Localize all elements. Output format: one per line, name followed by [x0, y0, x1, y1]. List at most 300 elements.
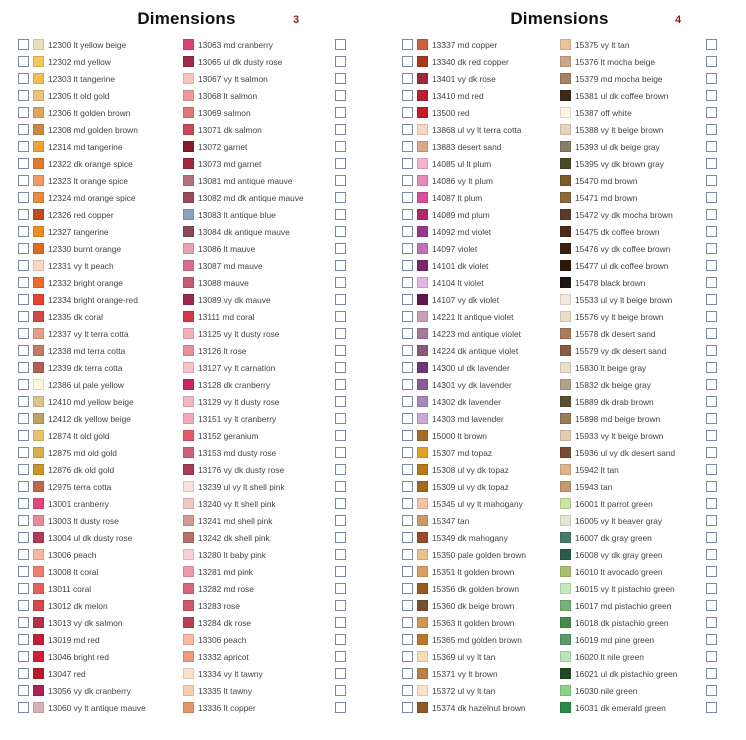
- color-checkbox[interactable]: [706, 430, 717, 441]
- color-swatch: [560, 175, 571, 186]
- color-swatch: [183, 56, 194, 67]
- color-checkbox[interactable]: [335, 56, 346, 67]
- color-list-item: [18, 597, 146, 614]
- color-list-item: [560, 546, 740, 563]
- color-checkbox[interactable]: [335, 311, 346, 322]
- color-label: 13089 vy dk mauve: [198, 294, 271, 305]
- color-checkbox[interactable]: [706, 277, 717, 288]
- color-list-item: [183, 172, 349, 189]
- color-checkbox[interactable]: [402, 583, 413, 594]
- color-checkbox[interactable]: [335, 685, 346, 696]
- color-swatch: [183, 566, 194, 577]
- color-checkbox[interactable]: [335, 124, 346, 135]
- color-checkbox[interactable]: [402, 549, 413, 560]
- color-swatch: [183, 634, 194, 645]
- color-checkbox[interactable]: [335, 481, 346, 492]
- color-checkbox[interactable]: [402, 634, 413, 645]
- color-label: 14104 lt violet: [432, 277, 484, 288]
- color-checkbox[interactable]: [402, 362, 413, 373]
- color-checkbox[interactable]: [706, 396, 717, 407]
- color-checkbox[interactable]: [335, 226, 346, 237]
- color-checkbox[interactable]: [18, 362, 29, 373]
- color-label: 13067 vy lt salmon: [198, 73, 268, 84]
- color-checkbox[interactable]: [706, 651, 717, 662]
- color-checkbox[interactable]: [18, 481, 29, 492]
- color-checkbox[interactable]: [706, 532, 717, 543]
- color-list-item: [560, 291, 740, 308]
- color-checkbox[interactable]: [706, 600, 717, 611]
- color-checkbox[interactable]: [402, 260, 413, 271]
- color-label: 14101 dk violet: [432, 260, 489, 271]
- color-checkbox[interactable]: [706, 583, 717, 594]
- color-checkbox[interactable]: [706, 226, 717, 237]
- color-swatch: [33, 294, 44, 305]
- color-checkbox[interactable]: [18, 107, 29, 118]
- color-checkbox[interactable]: [335, 464, 346, 475]
- color-checkbox[interactable]: [18, 328, 29, 339]
- color-checkbox[interactable]: [335, 600, 346, 611]
- color-checkbox[interactable]: [335, 107, 346, 118]
- color-checkbox[interactable]: [402, 39, 413, 50]
- color-checkbox[interactable]: [706, 328, 717, 339]
- color-list-item: [402, 257, 526, 274]
- color-list-item: [183, 478, 349, 495]
- color-list-item: [183, 308, 349, 325]
- color-checkbox[interactable]: [706, 192, 717, 203]
- color-checkbox[interactable]: [706, 566, 717, 577]
- color-checkbox[interactable]: [335, 396, 346, 407]
- color-label: 12305 lt old gold: [48, 90, 110, 101]
- color-list-item: [560, 495, 740, 512]
- color-list-item: [18, 53, 146, 70]
- color-swatch: [417, 668, 428, 679]
- color-swatch: [560, 566, 571, 577]
- color-list-item: [402, 240, 526, 257]
- color-checkbox[interactable]: [706, 311, 717, 322]
- color-label: 15372 ul vy lt tan: [432, 685, 496, 696]
- color-checkbox[interactable]: [18, 430, 29, 441]
- color-label: 12314 md tangerine: [48, 141, 123, 152]
- color-list-item: [402, 206, 526, 223]
- color-list-item: [560, 614, 740, 631]
- color-checkbox[interactable]: [706, 634, 717, 645]
- color-label: 15376 lt mocha beige: [575, 56, 656, 67]
- color-checkbox[interactable]: [402, 243, 413, 254]
- color-checkbox[interactable]: [18, 192, 29, 203]
- color-checkbox[interactable]: [335, 532, 346, 543]
- color-checkbox[interactable]: [18, 668, 29, 679]
- color-label: 12332 bright orange: [48, 277, 123, 288]
- color-checkbox[interactable]: [402, 141, 413, 152]
- color-list-item: [560, 104, 740, 121]
- color-checkbox[interactable]: [18, 209, 29, 220]
- color-label: 13013 vy dk salmon: [48, 617, 123, 628]
- color-swatch: [560, 464, 571, 475]
- color-checkbox[interactable]: [706, 413, 717, 424]
- color-checkbox[interactable]: [18, 226, 29, 237]
- color-label: 16017 md pistachio green: [575, 600, 672, 611]
- color-checkbox[interactable]: [402, 651, 413, 662]
- color-list-item: [402, 410, 526, 427]
- color-swatch: [183, 73, 194, 84]
- color-checkbox[interactable]: [706, 73, 717, 84]
- color-swatch: [417, 260, 428, 271]
- color-checkbox[interactable]: [402, 413, 413, 424]
- color-checkbox[interactable]: [335, 90, 346, 101]
- color-checkbox[interactable]: [335, 515, 346, 526]
- color-checkbox[interactable]: [18, 634, 29, 645]
- color-list-item: [402, 53, 526, 70]
- color-label: 14107 vy dk violet: [432, 294, 500, 305]
- color-checkbox[interactable]: [18, 56, 29, 67]
- color-swatch: [33, 532, 44, 543]
- color-checkbox[interactable]: [18, 124, 29, 135]
- color-checkbox[interactable]: [18, 73, 29, 84]
- color-list-item: [183, 495, 349, 512]
- color-checkbox[interactable]: [335, 549, 346, 560]
- color-list-item: [402, 495, 526, 512]
- color-swatch: [33, 328, 44, 339]
- color-label: 13240 vy lt shell pink: [198, 498, 276, 509]
- color-checkbox[interactable]: [706, 549, 717, 560]
- color-swatch: [33, 209, 44, 220]
- color-swatch: [417, 192, 428, 203]
- color-checkbox[interactable]: [18, 515, 29, 526]
- color-label: 12308 md golden brown: [48, 124, 138, 135]
- color-swatch: [33, 617, 44, 628]
- color-list-item: [560, 631, 740, 648]
- color-list-item: [402, 665, 526, 682]
- color-checkbox[interactable]: [706, 668, 717, 679]
- color-label: 12875 md old gold: [48, 447, 117, 458]
- color-label: 12302 md yellow: [48, 56, 111, 67]
- color-checkbox[interactable]: [18, 447, 29, 458]
- color-swatch: [33, 311, 44, 322]
- color-checkbox[interactable]: [402, 73, 413, 84]
- color-checkbox[interactable]: [402, 464, 413, 475]
- color-label: 14221 lt antique violet: [432, 311, 514, 322]
- color-checkbox[interactable]: [402, 532, 413, 543]
- color-checkbox[interactable]: [706, 107, 717, 118]
- color-checkbox[interactable]: [402, 430, 413, 441]
- color-checkbox[interactable]: [335, 617, 346, 628]
- color-label: 13335 lt tawny: [198, 685, 253, 696]
- color-checkbox[interactable]: [335, 447, 346, 458]
- color-checkbox[interactable]: [706, 260, 717, 271]
- color-checkbox[interactable]: [335, 413, 346, 424]
- color-label: 13003 lt dusty rose: [48, 515, 119, 526]
- color-checkbox[interactable]: [335, 141, 346, 152]
- color-swatch: [33, 498, 44, 509]
- color-checkbox[interactable]: [335, 379, 346, 390]
- color-checkbox[interactable]: [706, 481, 717, 492]
- color-label: 12334 bright orange-red: [48, 294, 138, 305]
- color-list-item: [402, 155, 526, 172]
- color-swatch: [560, 549, 571, 560]
- color-label: 12338 md terra cotta: [48, 345, 126, 356]
- color-checkbox[interactable]: [335, 260, 346, 271]
- color-checkbox[interactable]: [706, 294, 717, 305]
- color-checkbox[interactable]: [335, 362, 346, 373]
- color-checkbox[interactable]: [18, 464, 29, 475]
- color-checkbox[interactable]: [402, 498, 413, 509]
- color-checkbox[interactable]: [335, 294, 346, 305]
- color-checkbox[interactable]: [706, 124, 717, 135]
- color-label: 15349 dk mahogany: [432, 532, 508, 543]
- color-checkbox[interactable]: [335, 175, 346, 186]
- color-checkbox[interactable]: [402, 702, 413, 713]
- color-checkbox[interactable]: [335, 73, 346, 84]
- color-checkbox[interactable]: [706, 447, 717, 458]
- color-checkbox[interactable]: [18, 345, 29, 356]
- color-list-item: [183, 138, 349, 155]
- color-swatch: [183, 464, 194, 475]
- color-list-item: [18, 172, 146, 189]
- color-checkbox[interactable]: [402, 668, 413, 679]
- color-checkbox[interactable]: [335, 651, 346, 662]
- color-list-item: [18, 223, 146, 240]
- color-checkbox[interactable]: [18, 243, 29, 254]
- color-checkbox[interactable]: [18, 549, 29, 560]
- color-list-item: [402, 359, 526, 376]
- color-label: 16005 vy lt beaver gray: [575, 515, 663, 526]
- color-list-item: [560, 393, 740, 410]
- color-list-item: [402, 648, 526, 665]
- color-checkbox[interactable]: [18, 396, 29, 407]
- color-checkbox[interactable]: [335, 158, 346, 169]
- color-checkbox[interactable]: [402, 600, 413, 611]
- color-label: 13073 md garnet: [198, 158, 262, 169]
- color-swatch: [417, 430, 428, 441]
- color-checkbox[interactable]: [706, 685, 717, 696]
- color-checkbox[interactable]: [335, 566, 346, 577]
- color-checkbox[interactable]: [706, 702, 717, 713]
- color-swatch: [417, 447, 428, 458]
- color-checkbox[interactable]: [706, 209, 717, 220]
- color-label: 16018 dk pistachio green: [575, 617, 669, 628]
- color-checkbox[interactable]: [706, 464, 717, 475]
- color-swatch: [560, 277, 571, 288]
- color-checkbox[interactable]: [335, 277, 346, 288]
- color-list-item: [18, 665, 146, 682]
- color-checkbox[interactable]: [706, 158, 717, 169]
- color-checkbox[interactable]: [402, 566, 413, 577]
- color-checkbox[interactable]: [402, 396, 413, 407]
- color-swatch: [183, 396, 194, 407]
- color-label: 12326 red copper: [48, 209, 114, 220]
- color-list-item: [183, 206, 349, 223]
- color-swatch: [417, 311, 428, 322]
- color-checkbox[interactable]: [402, 617, 413, 628]
- color-label: 15472 vy dk mocha brown: [575, 209, 673, 220]
- color-label: 13306 peach: [198, 634, 247, 645]
- color-checkbox[interactable]: [706, 141, 717, 152]
- color-checkbox[interactable]: [402, 311, 413, 322]
- color-checkbox[interactable]: [706, 175, 717, 186]
- color-swatch: [183, 277, 194, 288]
- color-checkbox[interactable]: [18, 617, 29, 628]
- page-title: Dimensions: [510, 9, 609, 28]
- color-checkbox[interactable]: [18, 379, 29, 390]
- color-list-item: [402, 87, 526, 104]
- color-swatch: [560, 345, 571, 356]
- color-swatch: [560, 651, 571, 662]
- color-checkbox[interactable]: [335, 328, 346, 339]
- color-checkbox[interactable]: [402, 56, 413, 67]
- color-checkbox[interactable]: [402, 175, 413, 186]
- color-swatch: [183, 481, 194, 492]
- color-checkbox[interactable]: [18, 158, 29, 169]
- color-label: 15363 lt golden brown: [432, 617, 515, 628]
- color-list-item: [183, 461, 349, 478]
- color-label: 13883 desert sand: [432, 141, 502, 152]
- color-checkbox[interactable]: [402, 192, 413, 203]
- color-swatch: [417, 362, 428, 373]
- color-label: 15478 black brown: [575, 277, 646, 288]
- color-list-item: [560, 155, 740, 172]
- color-checkbox[interactable]: [706, 515, 717, 526]
- color-swatch: [560, 73, 571, 84]
- color-checkbox[interactable]: [402, 447, 413, 458]
- color-checkbox[interactable]: [402, 294, 413, 305]
- color-checkbox[interactable]: [335, 583, 346, 594]
- color-checkbox[interactable]: [18, 532, 29, 543]
- color-checkbox[interactable]: [18, 311, 29, 322]
- color-checkbox[interactable]: [18, 277, 29, 288]
- color-checkbox[interactable]: [402, 685, 413, 696]
- color-checkbox[interactable]: [706, 345, 717, 356]
- color-swatch: [417, 226, 428, 237]
- color-checkbox[interactable]: [335, 345, 346, 356]
- color-checkbox[interactable]: [335, 498, 346, 509]
- color-label: 15360 dk beige brown: [432, 600, 515, 611]
- color-checkbox[interactable]: [18, 583, 29, 594]
- color-checkbox[interactable]: [402, 481, 413, 492]
- color-swatch: [560, 107, 571, 118]
- color-list-item: [18, 257, 146, 274]
- color-swatch: [183, 90, 194, 101]
- color-label: 15943 tan: [575, 481, 613, 492]
- color-swatch: [417, 90, 428, 101]
- color-checkbox[interactable]: [18, 413, 29, 424]
- color-swatch: [183, 617, 194, 628]
- color-checkbox[interactable]: [402, 158, 413, 169]
- color-swatch: [33, 702, 44, 713]
- color-checkbox[interactable]: [402, 209, 413, 220]
- color-label: 13153 md dusty rose: [198, 447, 277, 458]
- color-list-item: [18, 444, 146, 461]
- color-checkbox[interactable]: [18, 685, 29, 696]
- color-checkbox[interactable]: [18, 141, 29, 152]
- color-checkbox[interactable]: [18, 260, 29, 271]
- color-swatch: [560, 158, 571, 169]
- color-checkbox[interactable]: [335, 243, 346, 254]
- color-checkbox[interactable]: [335, 702, 346, 713]
- color-label: 14097 violet: [432, 243, 478, 254]
- color-checkbox[interactable]: [706, 617, 717, 628]
- color-list-item: [560, 206, 740, 223]
- color-checkbox[interactable]: [335, 209, 346, 220]
- color-label: 14087 lt plum: [432, 192, 483, 203]
- color-label: 15898 md beige brown: [575, 413, 661, 424]
- color-checkbox[interactable]: [706, 362, 717, 373]
- color-checkbox[interactable]: [18, 600, 29, 611]
- color-label: 15350 pale golden brown: [432, 549, 527, 560]
- color-checkbox[interactable]: [402, 124, 413, 135]
- color-list-item: [560, 376, 740, 393]
- color-label: 13284 dk rose: [198, 617, 252, 628]
- color-list-item: [18, 529, 146, 546]
- color-checkbox[interactable]: [18, 39, 29, 50]
- color-swatch: [560, 56, 571, 67]
- color-swatch: [183, 311, 194, 322]
- color-swatch: [183, 498, 194, 509]
- color-checkbox[interactable]: [335, 634, 346, 645]
- color-swatch: [33, 651, 44, 662]
- color-checkbox[interactable]: [402, 345, 413, 356]
- color-label: 16019 md pine green: [575, 634, 655, 645]
- color-checkbox[interactable]: [18, 294, 29, 305]
- color-checkbox[interactable]: [18, 175, 29, 186]
- color-swatch: [183, 532, 194, 543]
- color-checkbox[interactable]: [402, 328, 413, 339]
- color-checkbox[interactable]: [402, 90, 413, 101]
- color-checkbox[interactable]: [706, 39, 717, 50]
- color-checkbox[interactable]: [18, 566, 29, 577]
- color-swatch: [417, 396, 428, 407]
- color-label: 12306 lt golden brown: [48, 107, 131, 118]
- color-label: 14086 vy lt plum: [432, 175, 493, 186]
- color-checkbox[interactable]: [706, 379, 717, 390]
- color-list-item: [183, 597, 349, 614]
- color-checkbox[interactable]: [402, 107, 413, 118]
- color-swatch: [417, 175, 428, 186]
- color-list-item: [183, 240, 349, 257]
- color-label: 12300 lt yellow beige: [48, 39, 127, 50]
- color-checkbox[interactable]: [402, 515, 413, 526]
- color-swatch: [417, 107, 428, 118]
- color-checkbox[interactable]: [18, 90, 29, 101]
- color-list-item: [183, 512, 349, 529]
- color-swatch: [33, 515, 44, 526]
- color-label: 13063 md cranberry: [198, 39, 273, 50]
- color-label: 15470 md brown: [575, 175, 638, 186]
- color-swatch: [417, 379, 428, 390]
- color-checkbox[interactable]: [335, 430, 346, 441]
- color-checkbox[interactable]: [706, 90, 717, 101]
- color-label: 13337 md copper: [432, 39, 498, 50]
- color-checkbox[interactable]: [18, 651, 29, 662]
- page-number: 4: [675, 14, 682, 26]
- color-checkbox[interactable]: [706, 243, 717, 254]
- color-label: 13151 vy lt cranberry: [198, 413, 277, 424]
- color-checkbox[interactable]: [402, 277, 413, 288]
- color-checkbox[interactable]: [18, 498, 29, 509]
- color-swatch: [560, 532, 571, 543]
- color-swatch: [560, 617, 571, 628]
- color-list-item: [402, 427, 526, 444]
- color-checkbox[interactable]: [706, 56, 717, 67]
- color-checkbox[interactable]: [335, 668, 346, 679]
- color-checkbox[interactable]: [402, 379, 413, 390]
- color-checkbox[interactable]: [335, 192, 346, 203]
- color-checkbox[interactable]: [706, 498, 717, 509]
- color-checkbox[interactable]: [18, 702, 29, 713]
- color-checkbox[interactable]: [402, 226, 413, 237]
- color-swatch: [417, 124, 428, 135]
- color-swatch: [183, 413, 194, 424]
- color-checkbox[interactable]: [335, 39, 346, 50]
